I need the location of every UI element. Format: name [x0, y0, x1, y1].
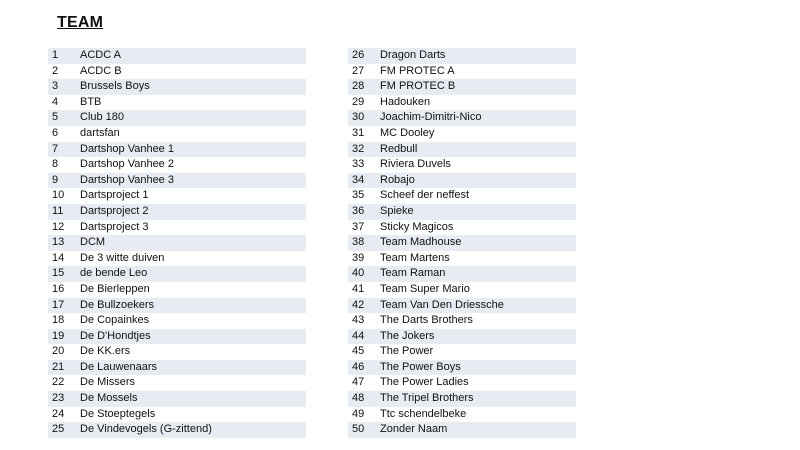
team-number: 19: [48, 329, 80, 345]
team-name: The Power Boys: [380, 360, 576, 376]
team-number: 12: [48, 220, 80, 236]
team-number: 11: [48, 204, 80, 220]
table-row: [48, 142, 306, 158]
team-number: 1: [48, 48, 80, 64]
team-name: Team Van Den Driessche: [380, 298, 576, 314]
team-number: 43: [348, 313, 380, 329]
team-name: The Jokers: [380, 329, 576, 345]
table-row: [348, 266, 576, 282]
table-row: [348, 142, 576, 158]
team-name: Team Raman: [380, 266, 576, 282]
team-number: 2: [48, 64, 80, 80]
table-row: [348, 204, 576, 220]
team-name: Dartsproject 3: [80, 220, 306, 236]
team-name: De Mossels: [80, 391, 306, 407]
table-row: [48, 422, 306, 438]
team-number: 44: [348, 329, 380, 345]
team-number: 39: [348, 251, 380, 267]
team-name: De Missers: [80, 375, 306, 391]
team-number: 34: [348, 173, 380, 189]
team-name: De KK.ers: [80, 344, 306, 360]
team-name: Dartshop Vanhee 1: [80, 142, 306, 158]
team-number: 9: [48, 173, 80, 189]
team-number: 41: [348, 282, 380, 298]
team-name: Robajo: [380, 173, 576, 189]
team-number: 27: [348, 64, 380, 80]
team-name: Scheef der neffest: [380, 188, 576, 204]
table-row: [348, 79, 576, 95]
table-row: [48, 251, 306, 267]
table-row: [48, 95, 306, 111]
page-title: TEAM: [57, 14, 104, 31]
table-row: [48, 375, 306, 391]
team-name: Dartshop Vanhee 2: [80, 157, 306, 173]
team-name: Team Madhouse: [380, 235, 576, 251]
table-row: [48, 360, 306, 376]
team-name: De D'Hondtjes: [80, 329, 306, 345]
team-number: 42: [348, 298, 380, 314]
team-number: 15: [48, 266, 80, 282]
table-row: [48, 126, 306, 142]
team-name: Team Martens: [380, 251, 576, 267]
table-row: [48, 313, 306, 329]
team-name: Dartsproject 2: [80, 204, 306, 220]
team-name: ACDC B: [80, 64, 306, 80]
team-number: 30: [348, 110, 380, 126]
table-row: [348, 422, 576, 438]
team-number: 37: [348, 220, 380, 236]
table-row: [48, 173, 306, 189]
team-number: 35: [348, 188, 380, 204]
team-name: De Vindevogels (G-zittend): [80, 422, 306, 438]
team-number: 23: [48, 391, 80, 407]
table-row: [348, 391, 576, 407]
team-name: Brussels Boys: [80, 79, 306, 95]
table-row: [48, 48, 306, 64]
team-number: 38: [348, 235, 380, 251]
team-name: De Bullzoekers: [80, 298, 306, 314]
team-name: MC Dooley: [380, 126, 576, 142]
team-name: FM PROTEC B: [380, 79, 576, 95]
team-number: 6: [48, 126, 80, 142]
team-name: De Stoeptegels: [80, 407, 306, 423]
table-row: [348, 360, 576, 376]
team-number: 18: [48, 313, 80, 329]
team-name: De Lauwenaars: [80, 360, 306, 376]
table-row: [48, 344, 306, 360]
team-number: 31: [348, 126, 380, 142]
table-row: [48, 188, 306, 204]
team-number: 5: [48, 110, 80, 126]
table-row: [348, 110, 576, 126]
team-number: 21: [48, 360, 80, 376]
team-name: Sticky Magicos: [380, 220, 576, 236]
team-number: 26: [348, 48, 380, 64]
table-row: [348, 173, 576, 189]
team-number: 22: [48, 375, 80, 391]
table-row: [48, 282, 306, 298]
team-name: FM PROTEC A: [380, 64, 576, 80]
team-number: 48: [348, 391, 380, 407]
team-name: Redbull: [380, 142, 576, 158]
table-row: [48, 79, 306, 95]
team-number: 50: [348, 422, 380, 438]
team-number: 20: [48, 344, 80, 360]
team-table-right: [348, 48, 576, 438]
table-row: [348, 220, 576, 236]
table-row: [348, 95, 576, 111]
team-name: Hadouken: [380, 95, 576, 111]
team-number: 28: [348, 79, 380, 95]
table-row: [48, 407, 306, 423]
team-name: Joachim-Dimitri-Nico: [380, 110, 576, 126]
team-number: 29: [348, 95, 380, 111]
team-name: Dartsproject 1: [80, 188, 306, 204]
team-name: dartsfan: [80, 126, 306, 142]
team-name: Spieke: [380, 204, 576, 220]
table-row: [48, 329, 306, 345]
table-row: [348, 157, 576, 173]
table-row: [48, 220, 306, 236]
table-row: [348, 188, 576, 204]
team-number: 36: [348, 204, 380, 220]
team-number: 16: [48, 282, 80, 298]
team-name: De Copainkes: [80, 313, 306, 329]
team-number: 13: [48, 235, 80, 251]
team-name: de bende Leo: [80, 266, 306, 282]
table-row: [348, 282, 576, 298]
table-row: [48, 64, 306, 80]
team-number: 47: [348, 375, 380, 391]
table-row: [348, 235, 576, 251]
table-row: [348, 298, 576, 314]
team-number: 25: [48, 422, 80, 438]
team-number: 33: [348, 157, 380, 173]
team-name: ACDC A: [80, 48, 306, 64]
team-name: The Darts Brothers: [380, 313, 576, 329]
team-name: Ttc schendelbeke: [380, 407, 576, 423]
team-name: The Tripel Brothers: [380, 391, 576, 407]
team-name: Riviera Duvels: [380, 157, 576, 173]
team-name: The Power Ladies: [380, 375, 576, 391]
table-row: [348, 251, 576, 267]
team-name: De 3 witte duiven: [80, 251, 306, 267]
team-name: De Bierleppen: [80, 282, 306, 298]
table-row: [348, 64, 576, 80]
team-number: 32: [348, 142, 380, 158]
table-row: [48, 204, 306, 220]
team-number: 7: [48, 142, 80, 158]
team-name: Club 180: [80, 110, 306, 126]
team-number: 4: [48, 95, 80, 111]
team-name: DCM: [80, 235, 306, 251]
table-row: [48, 298, 306, 314]
table-row: [48, 110, 306, 126]
team-name: Team Super Mario: [380, 282, 576, 298]
table-row: [348, 329, 576, 345]
team-name: Dartshop Vanhee 3: [80, 173, 306, 189]
team-number: 10: [48, 188, 80, 204]
team-name: Zonder Naam: [380, 422, 576, 438]
team-number: 46: [348, 360, 380, 376]
team-number: 49: [348, 407, 380, 423]
table-row: [348, 126, 576, 142]
table-row: [348, 344, 576, 360]
table-row: [348, 407, 576, 423]
table-row: [48, 235, 306, 251]
team-number: 24: [48, 407, 80, 423]
table-row: [48, 391, 306, 407]
team-number: 40: [348, 266, 380, 282]
team-number: 17: [48, 298, 80, 314]
table-row: [348, 375, 576, 391]
team-number: 8: [48, 157, 80, 173]
table-row: [48, 157, 306, 173]
table-row: [48, 266, 306, 282]
team-number: 45: [348, 344, 380, 360]
team-name: BTB: [80, 95, 306, 111]
team-number: 14: [48, 251, 80, 267]
table-row: [348, 313, 576, 329]
team-table-left: [48, 48, 306, 438]
table-row: [348, 48, 576, 64]
team-number: 3: [48, 79, 80, 95]
team-name: The Power: [380, 344, 576, 360]
team-name: Dragon Darts: [380, 48, 576, 64]
